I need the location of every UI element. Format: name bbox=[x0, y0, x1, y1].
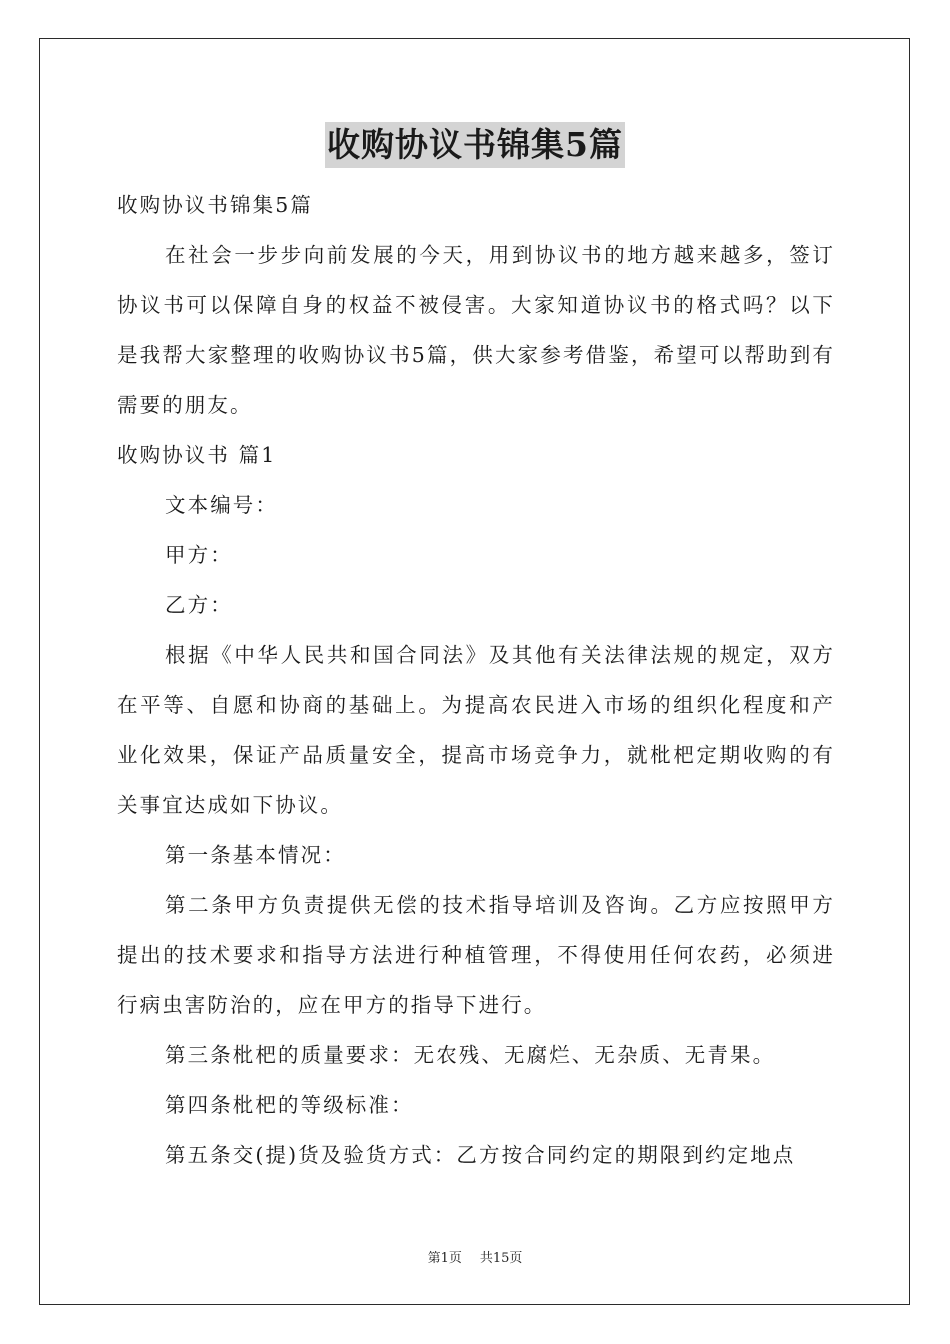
document-title-text: 收购协议书锦集5篇 bbox=[325, 122, 625, 168]
document-body bbox=[117, 180, 835, 1180]
article-1: 第一条基本情况： bbox=[165, 843, 346, 867]
subtitle-paragraph: 收购协议书锦集5篇 bbox=[117, 193, 313, 217]
preamble-paragraph: 根据《中华人民共和国合同法》及其他有关法律法规的规定，双方在平等、自愿和协商的基础上。为提高农民进入市场的组织化程度和产业化效果，保证产品质量安全，提高市场竞争力，就枇杷定期收购的有关事宜达成如下协议。 bbox=[117, 643, 835, 817]
page-footer bbox=[0, 1247, 950, 1266]
article-5: 第五条交(提)货及验货方式：乙方按合同约定的期限到约定地点 bbox=[165, 1143, 796, 1167]
page-total: 共15页 bbox=[479, 1251, 523, 1266]
intro-paragraph: 在社会一步步向前发展的今天，用到协议书的地方越来越多，签订协议书可以保障自身的权益不被侵害。大家知道协议书的格式吗？以下是我帮大家整理的收购协议书5篇，供大家参考借鉴，希望可以帮助到有需要的朋友。 bbox=[117, 243, 835, 417]
field-party-b: 乙方： bbox=[165, 593, 233, 617]
field-document-number: 文本编号： bbox=[165, 493, 278, 517]
article-4: 第四条枇杷的等级标准： bbox=[165, 1093, 414, 1117]
article-3: 第三条枇杷的质量要求：无农残、无腐烂、无杂质、无青果。 bbox=[165, 1043, 776, 1067]
article-2: 第二条甲方负责提供无偿的技术指导培训及咨询。乙方应按照甲方提出的技术要求和指导方法进行种植管理，不得使用任何农药，必须进行病虫害防治的，应在甲方的指导下进行。 bbox=[117, 893, 835, 1017]
field-party-a: 甲方： bbox=[165, 543, 233, 567]
document-title bbox=[0, 122, 950, 174]
section-heading: 收购协议书 篇1 bbox=[117, 443, 277, 467]
page-number: 第1页 bbox=[427, 1251, 462, 1266]
